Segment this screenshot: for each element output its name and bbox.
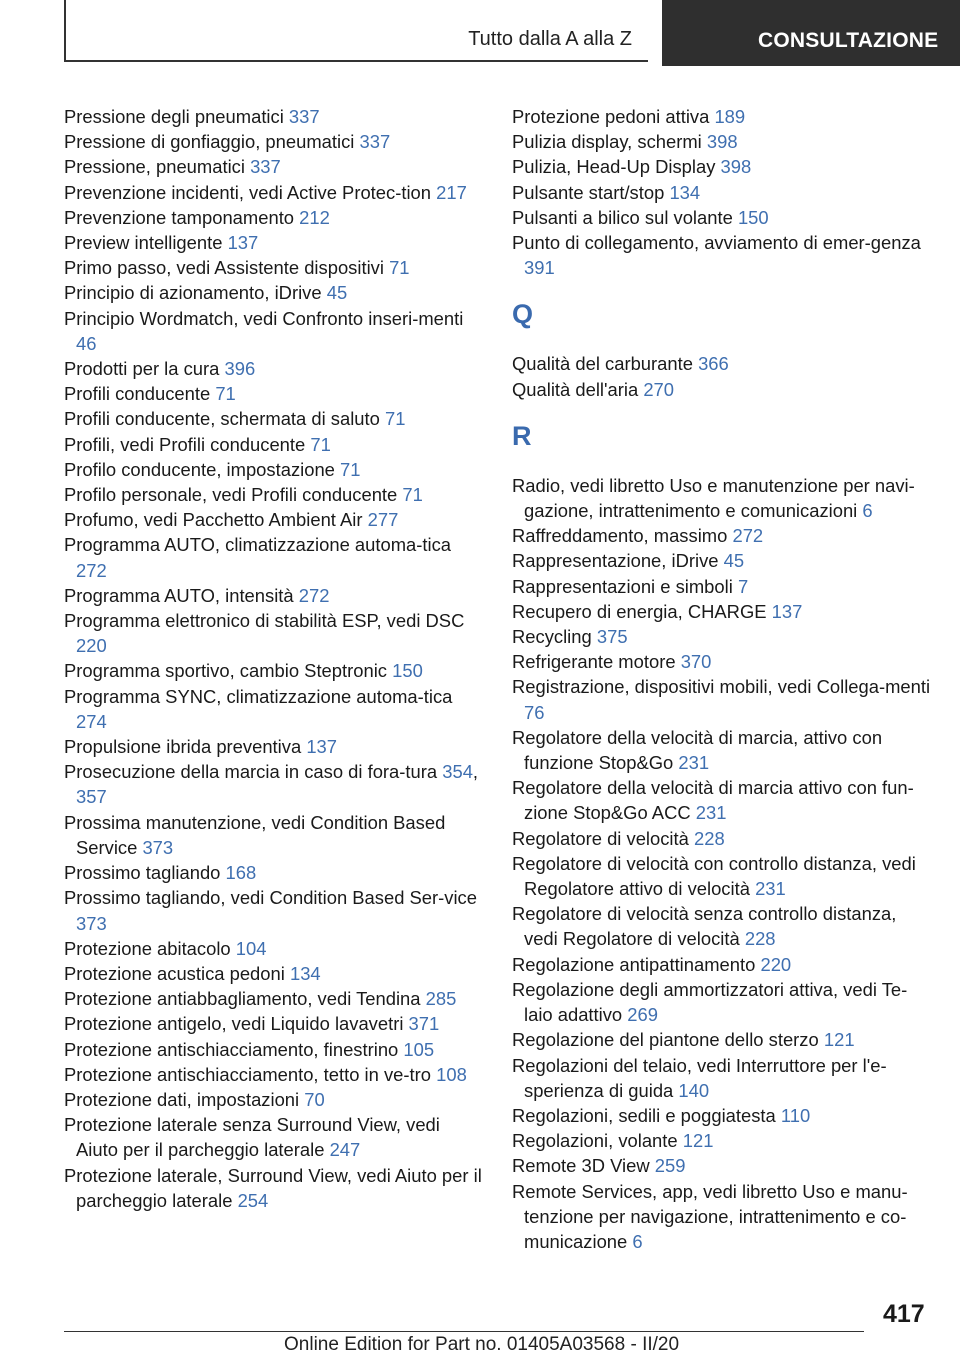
index-column-right <box>512 104 932 1254</box>
index-entry <box>64 1011 482 1036</box>
index-entry <box>512 377 932 402</box>
index-entry-text: Protezione laterale senza Surround View, vedi Aiuto per il parcheggio laterale <box>64 1114 440 1161</box>
page-reference-link[interactable]: 150 <box>737 206 769 228</box>
index-entry <box>64 180 482 205</box>
page-reference-link[interactable]: 270 <box>643 378 674 400</box>
page-reference-link[interactable]: 70 <box>304 1088 325 1110</box>
page-reference-link[interactable]: 46 <box>76 332 97 354</box>
page-reference-link[interactable]: 398 <box>706 131 738 153</box>
chapter-tab: CONSULTAZIONE <box>662 0 960 66</box>
index-entry <box>64 255 482 280</box>
index-entry <box>512 1128 932 1153</box>
page-reference-link[interactable]: 71 <box>389 257 410 279</box>
index-entry-text: Pulsanti a bilico sul volante <box>512 206 733 228</box>
index-entry-text: Programma elettronico di stabilità ESP, vedi DSC <box>64 610 465 632</box>
index-entry-text: Raffreddamento, massimo <box>512 525 728 547</box>
index-entry-text: Regolazioni, sedili e poggiatesta <box>512 1104 776 1126</box>
index-entry <box>64 734 482 759</box>
page-reference-link[interactable]: 254 <box>237 1189 269 1211</box>
page-reference-link[interactable]: 45 <box>326 282 348 304</box>
index-entry <box>64 583 482 608</box>
index-entry-text: Prossimo tagliando <box>64 862 221 884</box>
index-entry <box>64 230 482 255</box>
page-reference-link[interactable]: 108 <box>436 1063 467 1085</box>
index-entry-text: Regolatore di velocità <box>512 827 689 849</box>
index-entry-text: Regolatore di velocità con controllo distanza, vedi Regolatore attivo di velocità <box>512 852 916 900</box>
index-entry <box>64 608 482 658</box>
index-entry-text: Pulizia, Head-Up Display <box>512 156 716 178</box>
index-entry <box>512 674 932 724</box>
index-entry <box>64 205 482 230</box>
footer-divider <box>64 1331 864 1332</box>
index-entry <box>512 129 932 154</box>
index-entry-text: Protezione laterale, Surround View, vedi Aiuto per il parcheggio laterale <box>64 1164 482 1211</box>
index-entry <box>64 381 482 406</box>
page-reference-link[interactable]: 337 <box>250 156 281 178</box>
page-reference-link[interactable]: 272 <box>732 525 764 547</box>
page-reference-link[interactable]: 228 <box>744 928 776 950</box>
index-entry <box>512 624 932 649</box>
index-entry <box>64 432 482 457</box>
page-reference-link[interactable]: 277 <box>367 509 399 531</box>
index-entry-text: Propulsione ibrida preventiva <box>64 736 302 758</box>
index-entry <box>64 658 482 683</box>
page-reference-link[interactable]: 212 <box>299 206 330 228</box>
page-reference-link[interactable]: 391 <box>524 257 555 279</box>
page-reference-link[interactable]: 134 <box>669 181 701 203</box>
page-reference-link[interactable]: 71 <box>340 458 361 480</box>
page-number: 417 <box>883 1300 925 1328</box>
page-reference-link[interactable]: 371 <box>408 1013 440 1035</box>
index-entry-text: Regolazioni, volante <box>512 1130 678 1152</box>
index-entry <box>512 1179 932 1255</box>
index-entry <box>512 473 932 523</box>
index-entry <box>64 810 482 860</box>
index-entry <box>64 684 482 734</box>
index-entry-text: Protezione antigelo, vedi Liquido lavavetri <box>64 1013 404 1035</box>
index-entry <box>64 1163 482 1213</box>
index-letter-heading: Q <box>512 299 534 330</box>
page-reference-link[interactable]: 137 <box>227 232 259 254</box>
index-entry-text: Refrigerante motore <box>512 651 676 673</box>
index-entry <box>64 1062 482 1087</box>
page-reference-link[interactable]: 105 <box>403 1038 435 1060</box>
index-entry-text: Principio di azionamento, iDrive <box>64 282 322 304</box>
page-reference-link[interactable]: 110 <box>780 1104 811 1126</box>
page-reference-link[interactable]: 272 <box>298 584 330 606</box>
page-reference-link[interactable]: 71 <box>215 383 236 405</box>
page-reference-link[interactable]: 337 <box>359 131 391 153</box>
index-entry-text: Prossimo tagliando, vedi Condition Based Ser‐vice <box>64 887 477 909</box>
index-entry-text: Profilo conducente, impostazione <box>64 458 335 480</box>
index-entry-text: Protezione antischiacciamento, tetto in ve‐tro <box>64 1063 431 1085</box>
page-reference-link[interactable]: 140 <box>678 1079 710 1101</box>
index-entry <box>64 532 482 582</box>
index-entry-text: Protezione pedoni attiva <box>512 106 710 127</box>
page-reference-link[interactable]: 274 <box>76 710 107 732</box>
index-entry-text: Prodotti per la cura <box>64 358 220 380</box>
page-reference-link[interactable]: 220 <box>760 953 792 975</box>
index-entry <box>64 986 482 1011</box>
page-reference-link[interactable]: 269 <box>627 1004 658 1026</box>
index-entry-text: Qualità del carburante <box>512 353 693 375</box>
index-entry-text: Rappresentazioni e simboli <box>512 575 733 597</box>
index-entry-text: Profilo personale, vedi Profili conducente <box>64 484 398 506</box>
index-entry <box>64 1112 482 1162</box>
page-reference-link[interactable]: 71 <box>402 484 423 506</box>
page-reference-link[interactable]: 45 <box>723 550 745 572</box>
page-reference-link[interactable]: 231 <box>755 878 786 900</box>
page-reference-link[interactable]: 168 <box>225 862 257 884</box>
index-entry <box>64 885 482 935</box>
index-entry <box>512 180 932 205</box>
index-entry-text: Regolazione antipattinamento <box>512 953 756 975</box>
index-entry-text: Registrazione, dispositivi mobili, vedi Collega‐menti <box>512 676 931 698</box>
index-entry-text: Programma sportivo, cambio Steptronic <box>64 660 387 682</box>
index-entry-text: Protezione antiabbagliamento, vedi Tendina <box>64 988 421 1010</box>
index-entry <box>512 851 932 901</box>
index-entry <box>512 574 932 599</box>
index-entry <box>512 104 932 129</box>
page-reference-link[interactable]: 6 <box>862 500 873 522</box>
index-entry <box>512 523 932 548</box>
index-entry-text: Recycling <box>512 626 592 648</box>
page-reference-link[interactable]: 71 <box>310 433 331 455</box>
index-letter-heading: R <box>512 420 532 451</box>
index-entry-text: Pressione di gonfiaggio, pneumatici <box>64 131 355 153</box>
page-reference-link[interactable]: 354 <box>442 761 473 783</box>
page-reference-link[interactable]: 231 <box>678 752 710 774</box>
index-entry-text: Prossima manutenzione, vedi Condition Based Service <box>64 811 446 858</box>
index-entry-text: Primo passo, vedi Assistente dispositivi <box>64 257 384 279</box>
index-entry <box>64 936 482 961</box>
index-entry-text: Profili, vedi Profili conducente <box>64 433 306 455</box>
index-entry <box>512 154 932 179</box>
page-reference-link[interactable]: 370 <box>680 651 712 673</box>
page-reference-link[interactable]: 366 <box>698 353 729 375</box>
index-entry <box>64 104 482 129</box>
index-entry <box>512 725 932 775</box>
index-entry-text: Protezione dati, impostazioni <box>64 1088 300 1110</box>
index-entry <box>512 205 932 230</box>
section-title: Tutto dalla A alla Z <box>468 28 632 50</box>
index-entry: Prosecuzione della marcia in caso di fora‐tura 354, 357 <box>64 761 479 808</box>
index-entry-text: Pulizia display, schermi <box>512 131 702 153</box>
index-entry-text: Remote 3D View <box>512 1155 650 1177</box>
page-reference-link[interactable]: 134 <box>289 962 321 984</box>
index-entry <box>512 1027 932 1052</box>
index-entry <box>64 1087 482 1112</box>
index-entry-text: Pressione degli pneumatici <box>64 106 284 127</box>
index-entry-text: Programma SYNC, climatizzazione automa‐tica <box>64 685 453 707</box>
index-entry <box>64 457 482 482</box>
page-reference-link[interactable]: 7 <box>737 575 749 597</box>
index-entry-text: Regolazione degli ammortizzatori attiva, vedi Te‐laio adattivo <box>512 978 908 1026</box>
page-reference-link[interactable]: 373 <box>76 912 107 934</box>
header-section-box <box>64 0 648 62</box>
page-reference-link[interactable]: 189 <box>714 106 746 127</box>
page-reference-link[interactable]: 137 <box>771 600 803 622</box>
page-header <box>0 0 960 66</box>
index-entry-text: Regolazioni del telaio, vedi Interruttore per l'e‐sperienza di guida <box>512 1054 887 1101</box>
index-entry-text: Profumo, vedi Pacchetto Ambient Air <box>64 509 363 531</box>
page-reference-link[interactable]: 373 <box>142 836 174 858</box>
page-reference-link[interactable]: 121 <box>823 1029 855 1051</box>
edition-note: Online Edition for Part no. 01405A03568 - II/20 <box>284 1334 680 1355</box>
index-entry-text: Punto di collegamento, avviamento di emer‐genza <box>512 232 921 254</box>
index-entry <box>512 1053 932 1103</box>
index-entry <box>512 952 932 977</box>
index-entry <box>64 860 482 885</box>
page-reference-link[interactable]: 247 <box>329 1139 361 1161</box>
page-reference-link[interactable]: 137 <box>306 736 337 758</box>
index-entry-text: Profili conducente <box>64 383 211 405</box>
index-entry <box>512 548 932 573</box>
page-reference-link[interactable]: 220 <box>76 635 107 657</box>
index-entry-text: Protezione acustica pedoni <box>64 962 285 984</box>
index-entry <box>512 649 932 674</box>
page-reference-link[interactable]: 76 <box>524 701 545 723</box>
index-entry-text: Protezione antischiacciamento, finestrino <box>64 1038 399 1060</box>
index-entry <box>64 356 482 381</box>
index-entry <box>512 977 932 1027</box>
index-entry-text: Radio, vedi libretto Uso e manutenzione per navi‐gazione, intrattenimento e comunicazioni <box>512 474 915 522</box>
index-entry <box>512 775 932 825</box>
index-entry-text: Rappresentazione, iDrive <box>512 550 719 572</box>
index-entry-text: Recupero di energia, CHARGE <box>512 600 767 622</box>
page-reference-link[interactable]: 104 <box>235 937 267 959</box>
page-reference-link[interactable]: 285 <box>425 988 457 1010</box>
index-entry-text: Protezione abitacolo <box>64 937 231 959</box>
index-entry-text: Principio Wordmatch, vedi Confronto inseri‐menti <box>64 307 464 329</box>
index-entry-text: Regolazione del piantone dello sterzo <box>512 1029 819 1051</box>
page-reference-link[interactable]: 228 <box>693 827 725 849</box>
page-reference-link[interactable]: 71 <box>385 408 406 430</box>
index-entry-text: Pressione, pneumatici <box>64 156 245 178</box>
index-entry <box>64 406 482 431</box>
index-entry <box>64 280 482 305</box>
index-entry-text: Prosecuzione della marcia in caso di fora‐tura <box>64 761 438 783</box>
index-entry <box>64 306 482 356</box>
index-entry <box>64 154 482 179</box>
page-reference-link[interactable]: 150 <box>392 660 423 682</box>
page-reference-link[interactable]: 217 <box>436 181 467 203</box>
page-reference-link[interactable]: 6 <box>632 1230 643 1252</box>
index-entry-text: Remote Services, app, vedi libretto Uso e manu‐tenzione per navigazione, intrattenimento e co‐municazione <box>512 1180 908 1252</box>
index-entry <box>512 901 932 951</box>
index-column-left <box>64 104 482 1213</box>
index-entry-text: Regolatore della velocità di marcia, attivo con funzione Stop&Go <box>512 726 883 774</box>
index-entry-text: Preview intelligente <box>64 232 223 254</box>
page-reference-link[interactable]: 396 <box>224 358 256 380</box>
index-entry <box>64 1037 482 1062</box>
index-entry-text: Prevenzione incidenti, vedi Active Protec‐tion <box>64 181 431 203</box>
index-entry <box>512 230 932 280</box>
index-entry <box>512 1103 932 1128</box>
index-entry-text: Regolatore di velocità senza controllo distanza, vedi Regolatore di velocità <box>512 903 897 950</box>
index-entry <box>512 351 932 376</box>
page-reference-link[interactable]: 272 <box>76 559 107 581</box>
index-entry-text: Programma AUTO, intensità <box>64 584 294 606</box>
index-entry-text: Profili conducente, schermata di saluto <box>64 408 380 430</box>
index-entry-text: Pulsante start/stop <box>512 181 665 203</box>
page-reference-link[interactable]: 375 <box>596 626 628 648</box>
index-entry <box>64 961 482 986</box>
page-reference-link[interactable]: 337 <box>288 106 320 127</box>
index-entry <box>512 599 932 624</box>
page-reference-link[interactable]: 231 <box>695 802 727 824</box>
index-entry-text: Regolatore della velocità di marcia attivo con fun‐zione Stop&Go ACC <box>512 777 914 824</box>
page-reference-link[interactable]: 398 <box>720 156 752 178</box>
index-entry <box>64 129 482 154</box>
page-reference-link[interactable]: 121 <box>682 1130 714 1152</box>
index-entry-text: Programma AUTO, climatizzazione automa‐tica <box>64 534 452 556</box>
index-entry <box>512 1153 932 1178</box>
page-reference-link[interactable]: 259 <box>654 1155 686 1177</box>
page-reference-link[interactable]: 357 <box>76 786 107 808</box>
index-entry <box>64 507 482 532</box>
index-entry-text: Qualità dell'aria <box>512 378 639 400</box>
index-entry <box>64 482 482 507</box>
index-entry <box>512 826 932 851</box>
index-entry-text: Prevenzione tamponamento <box>64 206 295 228</box>
